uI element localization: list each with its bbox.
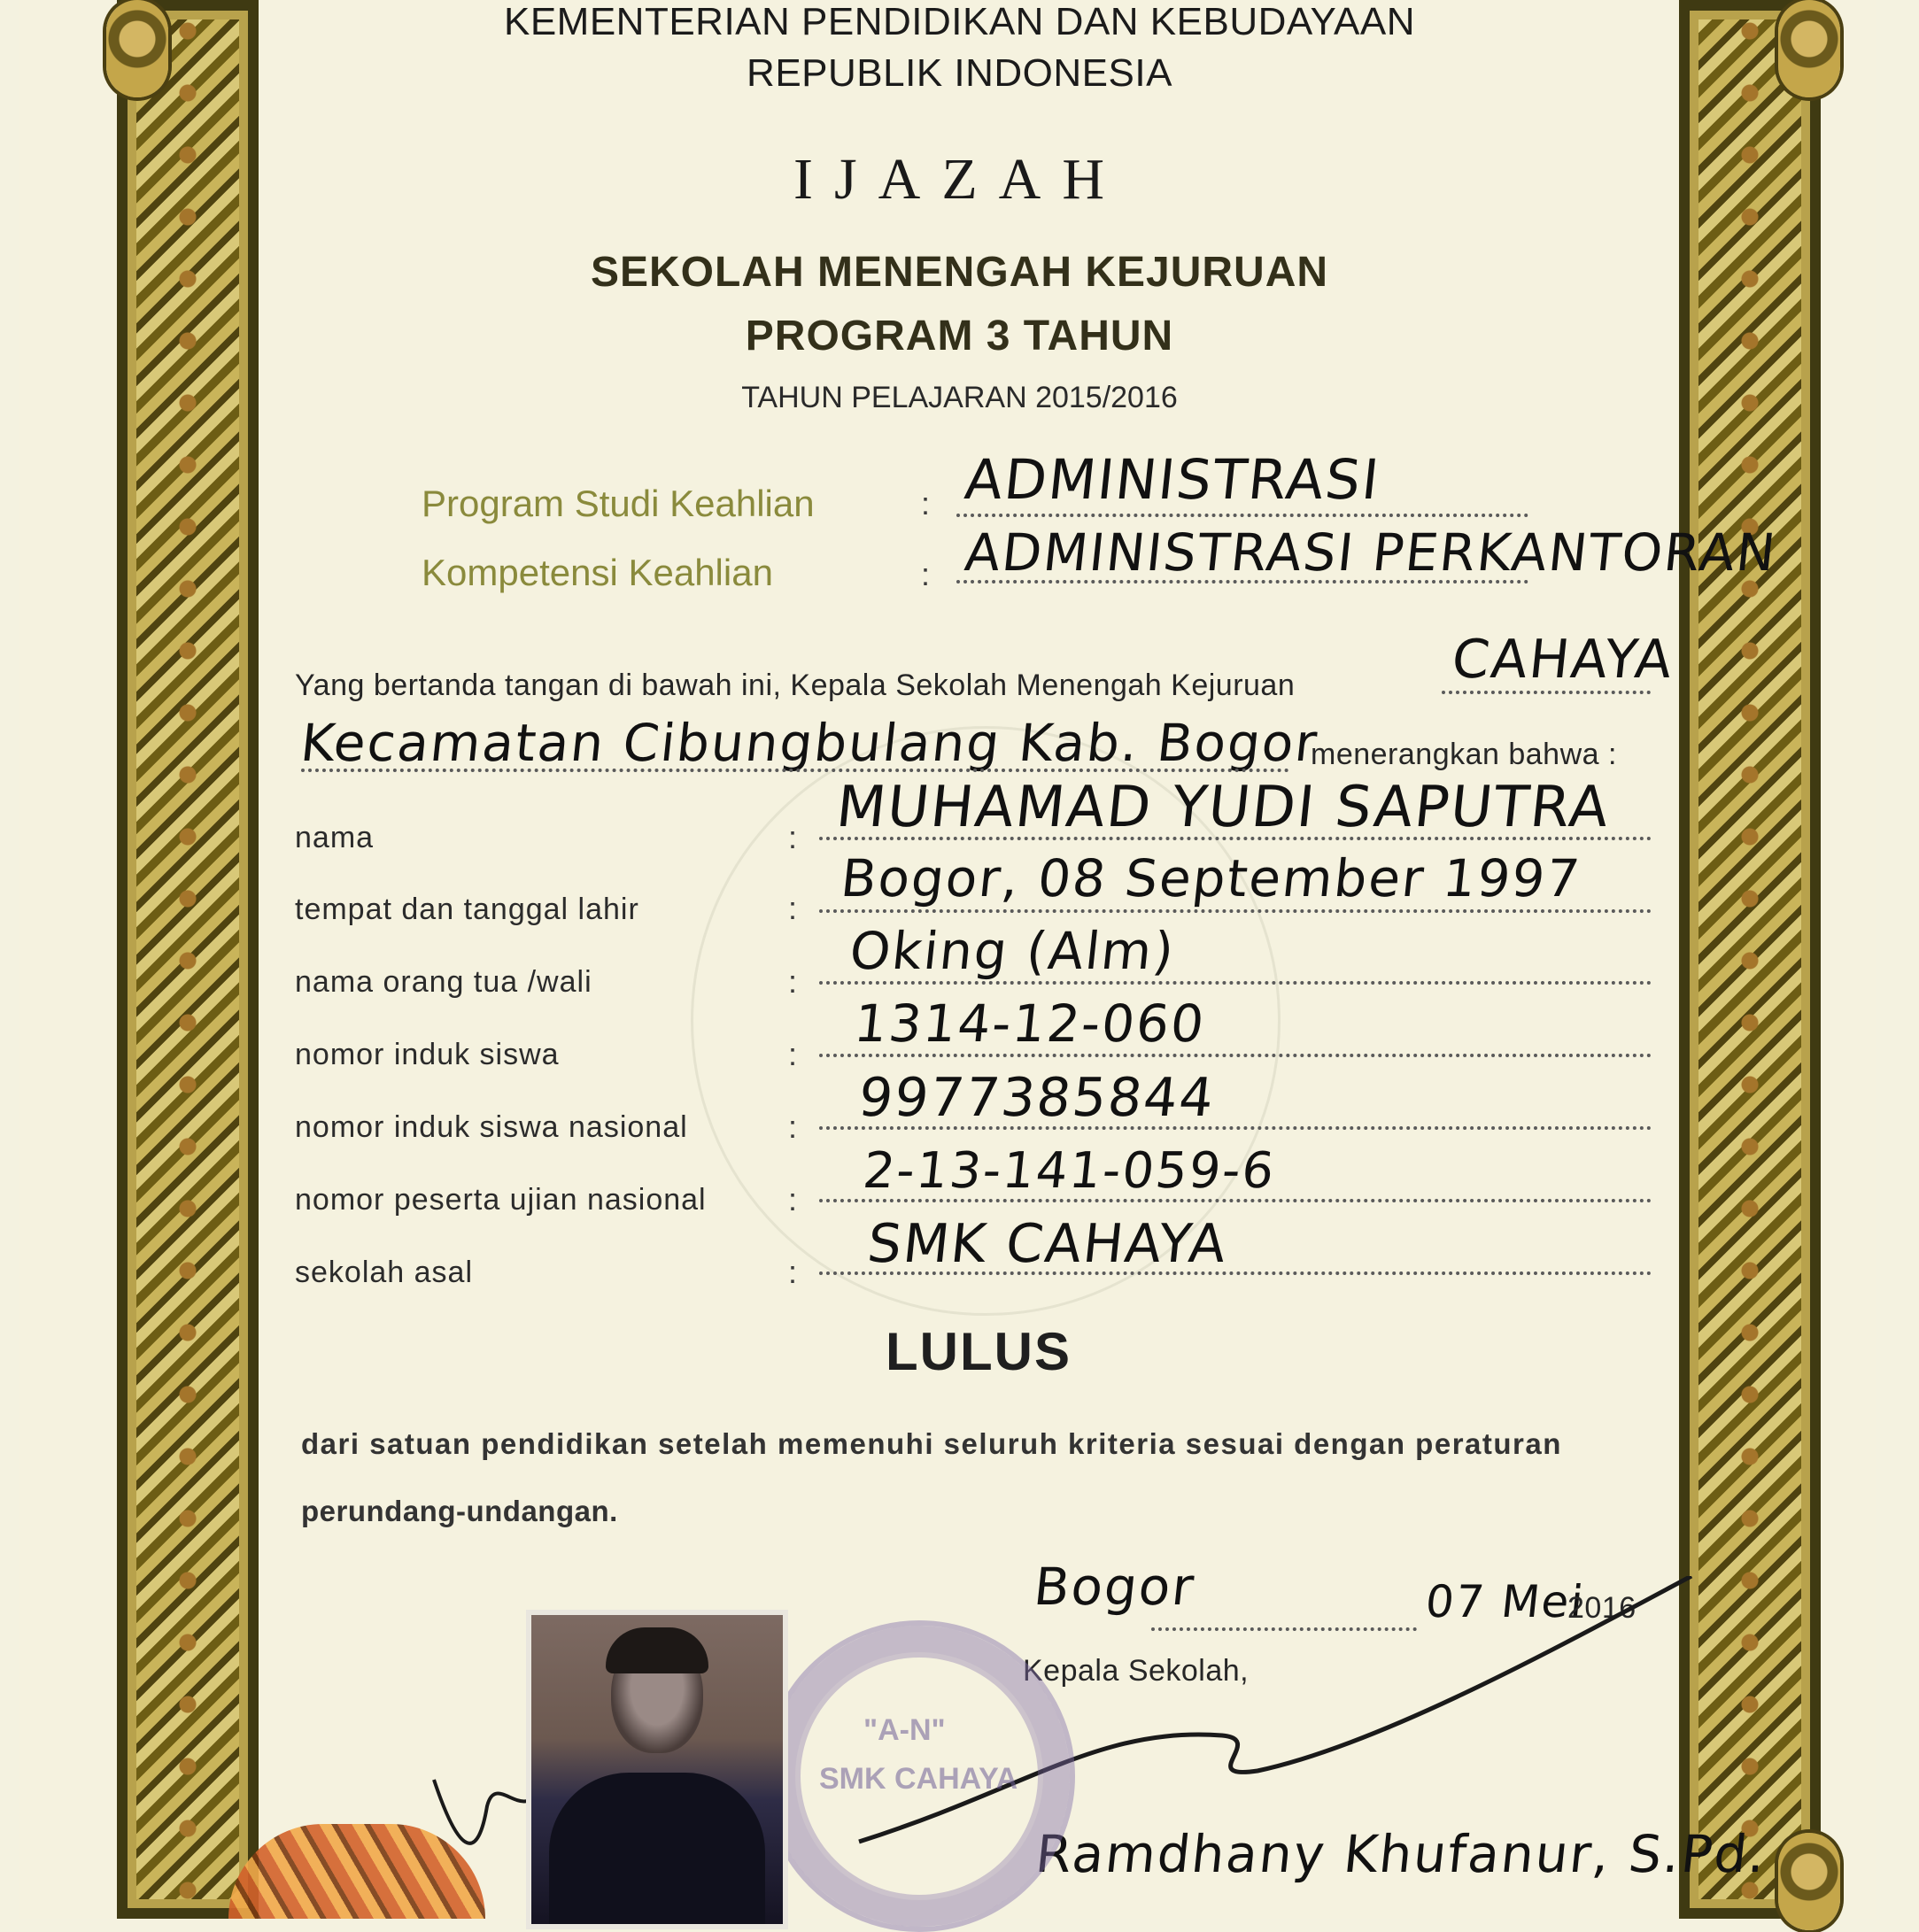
academic-year: TAHUN PELAJARAN 2015/2016 [741,381,1178,414]
program-duration: PROGRAM 3 TAHUN [745,313,1174,359]
field-dotted-line [819,1054,1652,1057]
corner-ornament-bottom-right [1778,1833,1840,1930]
program-value: ADMINISTRASI [962,447,1384,512]
signing-role: Kepala Sekolah, [1023,1654,1250,1688]
field-label-origin-school: sekolah asal [295,1256,474,1289]
location-dotted-line [301,769,1289,772]
statement-location: Kecamatan Cibungbulang Kab. Bogor [298,713,1322,773]
ministry-line-1: KEMENTERIAN PENDIDIKAN DAN KEBUDAYAAN [503,0,1416,43]
competence-dotted-line [956,580,1528,583]
field-label-birth: tempat dan tanggal lahir [295,893,639,926]
program-label: Program Studi Keahlian [422,483,815,524]
stamp-text-2: SMK CAHAYA [819,1762,1018,1796]
field-label-name: nama [295,821,375,854]
stamp-text-1: "A-N" [863,1713,946,1747]
field-value-nisn: 9977385844 [855,1067,1219,1129]
field-label-exam-number: nomor peserta ujian nasional [295,1183,707,1217]
signing-date: 07 Mei [1422,1576,1588,1627]
school-name-dotted-line [1442,691,1651,694]
field-value-parent: Oking (Alm) [847,921,1179,981]
field-label-parent: nama orang tua /wali [295,965,592,999]
ministry-line-2: REPUBLIK INDONESIA [747,51,1172,95]
document-title: IJAZAH [793,147,1126,212]
field-dotted-line [819,909,1652,913]
student-photo [526,1610,788,1929]
principal-name: Ramdhany Khufanur, S.Pd. [1033,1824,1770,1884]
field-colon: : [788,1109,798,1145]
field-colon: : [788,1254,798,1290]
field-value-nis: 1314-12-060 [851,993,1209,1054]
graduation-status: LULUS [886,1322,1072,1381]
program-colon: : [921,485,931,522]
competence-label: Kompetensi Keahlian [422,552,773,593]
photo-body [549,1773,765,1924]
field-dotted-line [819,1271,1652,1275]
signing-place: Bogor [1031,1557,1199,1617]
field-label-nisn: nomor induk siswa nasional [295,1110,688,1144]
result-text-line-2: perundang-undangan. [301,1495,618,1527]
field-colon: : [788,1181,798,1217]
field-colon: : [788,890,798,926]
field-colon: : [788,819,798,855]
field-dotted-line [819,1199,1652,1202]
field-dotted-line [819,981,1652,985]
competence-value: ADMINISTRASI PERKANTORAN [962,522,1780,583]
competence-colon: : [921,556,931,592]
statement-intro: Yang bertanda tangan di bawah ini, Kepala Sekolah Menengah Kejuruan [295,668,1296,702]
field-dotted-line [819,837,1652,840]
field-colon: : [788,1036,798,1072]
statement-school-name: CAHAYA [1449,629,1677,691]
school-type: SEKOLAH MENENGAH KEJURUAN [590,249,1329,296]
field-value-birth: Bogor, 08 September 1997 [838,848,1584,908]
field-value-origin-school: SMK CAHAYA [864,1213,1231,1275]
field-colon: : [788,963,798,1000]
program-dotted-line [956,514,1528,517]
field-label-nis: nomor induk siswa [295,1038,560,1071]
field-value-name: MUHAMAD YUDI SAPUTRA [833,775,1613,840]
photo-hair [606,1627,708,1673]
statement-explains: menerangkan bahwa : [1311,738,1617,771]
signing-year: 2016 [1567,1591,1637,1625]
field-value-exam-number: 2-13-141-059-6 [860,1142,1279,1200]
result-text-line-1: dari satuan pendidikan setelah memenuhi seluruh kriteria sesuai dengan peraturan [301,1427,1562,1460]
field-dotted-line [819,1126,1652,1130]
